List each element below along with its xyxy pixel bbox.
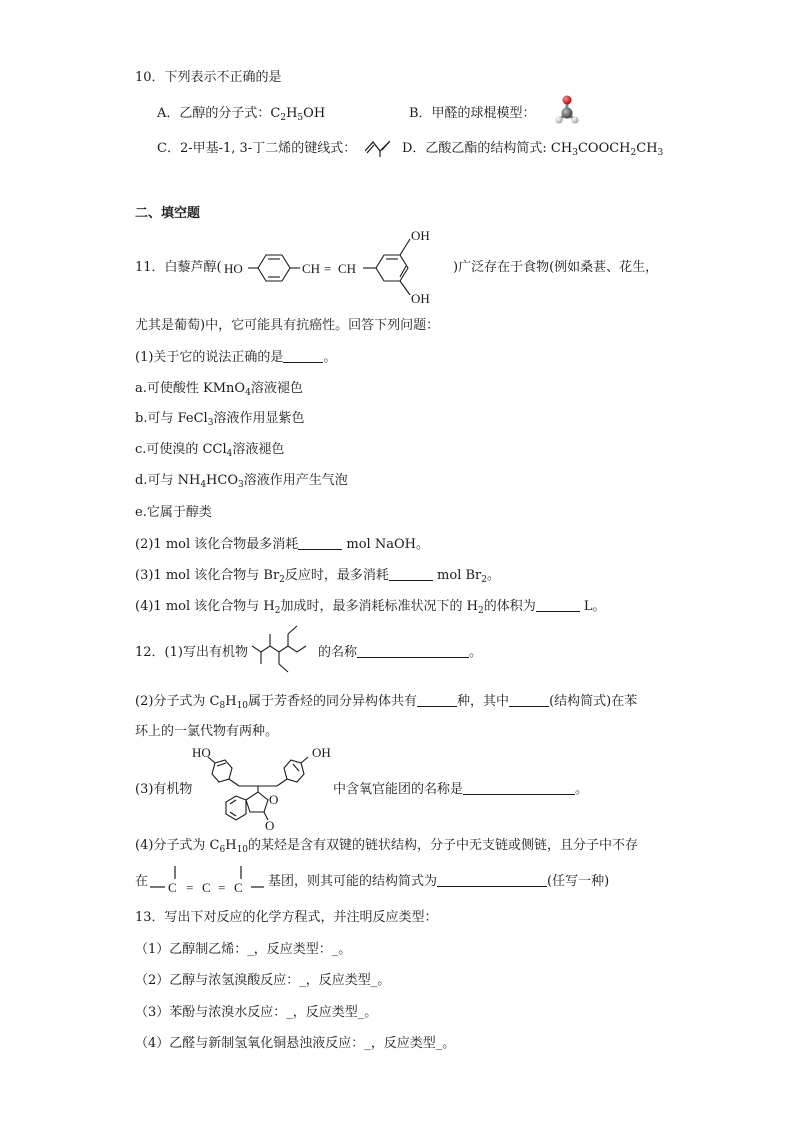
q11-choice-b: b.可与 FeCl$_3$溶液作用显紫色 [135,411,305,428]
q10-option-d: D．乙酸乙酯的结构简式: $CH_3COOCH_2CH_3$ [402,141,664,158]
cumulene-c2: C [202,880,211,895]
q11-part2: (2)1 mol 该化合物最多消耗 mol NaOH。 [135,537,429,552]
answer-blank[interactable] [463,782,575,795]
q12-part3-pre: (3)有机物 [135,782,193,797]
q10-option-a: A．乙醇的分子式：$C_2H_5OH$ [157,106,326,123]
q13-item-2: （2）乙醇与浓氢溴酸反应：_，反应类型_。 [135,973,391,988]
answer-blank[interactable] [357,645,469,658]
resveratrol-structure [224,228,456,308]
phenolphthalein-ho-label: HO [192,745,211,760]
answer-blank[interactable] [536,599,580,612]
resveratrol-oh-top: OH [411,228,430,243]
resveratrol-ho-label: HO [224,261,243,276]
q12-part4-post: 基团，则其可能的结构简式为 (任写一种) [268,874,610,889]
q10-option-b: B．甲醛的球棍模型： [409,106,536,121]
q13-item-3: （3）苯酚与浓溴水反应：_，反应类型_。 [135,1005,378,1020]
answer-blank[interactable] [509,694,549,707]
answer-blank[interactable] [283,350,323,363]
q11-choice-e: e.它属于醇类 [135,505,212,520]
q12-stem-pre: 12．(1)写出有机物 [135,645,248,660]
q12-stem-post: 的名称 。 [318,645,483,660]
q13-item-1: （1）乙醇制乙烯：_，反应类型：_。 [135,942,352,957]
q13-stem: 13．写出下对反应的化学方程式，并注明反应类型： [135,910,438,925]
answer-blank[interactable] [417,694,457,707]
phenolphthalein-ring-oxygen: O [269,792,279,807]
resveratrol-double-bond: = [324,261,332,276]
q11-stem-line2: 尤其是葡萄)中，它可能具有抗癌性。回答下列问题： [135,318,440,333]
q11-choice-a: a.可使酸性 KMnO$_4$溶液褪色 [135,381,303,398]
answer-blank[interactable] [437,874,547,887]
isoprene-skeletal-formula [363,138,395,158]
q12-part3-post: 中含氧官能团的名称是 。 [333,782,589,797]
cumulene-c1: C [168,880,177,895]
resveratrol-oh-bottom: OH [411,291,430,306]
resveratrol-ch-label: CH [302,261,321,276]
answer-blank[interactable] [389,568,433,581]
section-title-fill-in: 二、填空题 [135,206,201,221]
q13-item-4: （4）乙醛与新制氢氧化铜悬浊液反应：_，反应类型_。 [135,1036,456,1051]
q12-part4-pre: 在 [135,874,149,889]
cumulene-group [148,862,266,898]
phenolphthalein-oh-label: OH [312,745,331,760]
alkane-skeletal-formula [250,620,314,682]
q11-part3: (3)1 mol 该化合物与 $Br_2$反应时，最多消耗 mol $Br_2$。 [135,568,501,585]
q11-part4: (4)1 mol 该化合物与 $H_2$加成时，最多消耗标准状况下的 $H_2$的体积为 L。 [135,599,606,616]
formaldehyde-ball-stick-model [554,94,580,126]
resveratrol-ch-label: CH [338,261,357,276]
q11-stem-pre: 11．白藜芦醇( [135,260,222,275]
cumulene-double-bond: = [186,880,194,895]
q10-option-c: C．2-甲基-1, 3-丁二烯的键线式： [157,141,357,156]
phenolphthalein-carbonyl-oxygen: O [265,818,275,830]
q12-part4: (4)分子式为 $C_6H_{10}$的某烃是含有双键的链状结构，分子中无支链或侧链，且分子中不存 [135,838,639,855]
q12-part2-line2: 环上的一氯代物有两种。 [135,724,279,739]
answer-blank[interactable] [298,537,342,550]
cumulene-c3: C [234,880,243,895]
q11-choice-d: d.可与 $NH_4HCO_3$溶液作用产生气泡 [135,473,348,490]
q11-part1: (1)关于它的说法正确的是 。 [135,350,337,365]
q10-stem: 10．下列表示不正确的是 [135,70,282,85]
phenolphthalein-structure [190,742,334,830]
q11-stem-post: )广泛存在于食物(例如桑葚、花生， [453,260,659,275]
cumulene-double-bond: = [218,880,226,895]
q12-part2: (2)分子式为 $C_8H_{10}$属于芳香烃的同分异构体共有 种，其中 (结构简式)在苯 [135,694,638,711]
q11-choice-c: c.可使溴的 CCl$_4$溶液褪色 [135,442,285,459]
